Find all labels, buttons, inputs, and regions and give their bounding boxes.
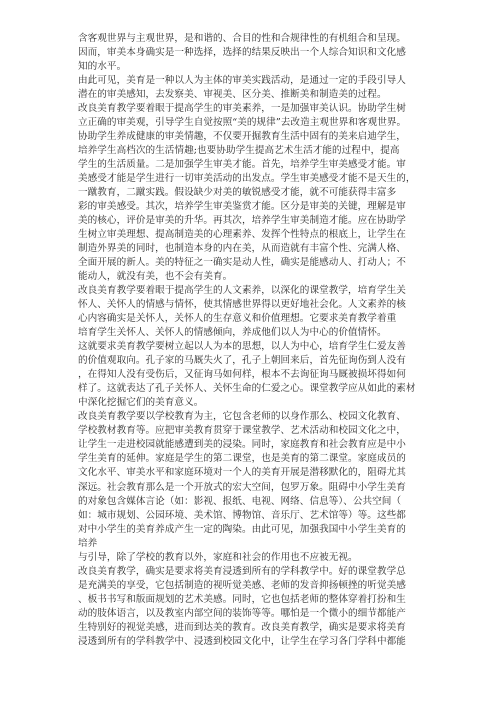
text-line: 怀人、关怀人的情感与情怀，使其情感世界得以更好地社会化。人文素养的核 [78, 299, 406, 311]
text-line: 这就要求美育教学要树立起以人为本的思想，以人为中心，培育学生仁爱友善 [78, 341, 406, 353]
text-line: 知的水平。 [78, 61, 127, 73]
text-line: 改良美育教学要着眼于提高学生的人文素养，以深化的课堂教学，培育学生关 [78, 285, 406, 297]
text-line: 样了。这就表达了孔子关怀人、关怀生命的仁爱之心。课堂教学应从如此的素材 [78, 383, 416, 395]
text-line: 彩的审美感受。其次，培养学生审美鉴赏才能。区分是审美的关键，理解是审 [78, 201, 406, 213]
text-line: 潜在的审美感知，去发察美、审视美、区分美、推断美和制造美的过程。 [78, 89, 387, 101]
text-line: 美感受才能是学生进行一切审美活动的出发点。学生审美感受才能不是天生的， [78, 173, 416, 185]
text-line: 是充满美的享受，它包括制造的视听觉美感、老师的发音抑扬顿挫的听觉美感 [78, 579, 406, 591]
text-line: 由此可见，美育是一种以人为主体的审美实践活动，是通过一定的手段引导人 [78, 75, 406, 87]
text-line: 培养 [78, 537, 98, 549]
text-line: 改良美育教学要着眼于提高学生的审美素养，一是加强审美认识。协助学生树 [78, 103, 406, 115]
text-line: 因而，审美本身确实是一种选择，选择的结果反映出一个人综合知识和文化感 [78, 47, 406, 59]
text-line: 改良美育教学，确实是要求将美育浸透到所有的学科教学中。好的课堂教学总 [78, 565, 406, 577]
text-line: 生特别好的视觉美感，进而到达美的教育。改良美育教学，确实是要求将美育 [78, 621, 406, 633]
text-line: 与引导，除了学校的教育以外，家庭和社会的作用也不应被无视。 [78, 551, 358, 563]
text-line: 协助学生养成健康的审美情趣，不仅要开掘教育生活中固有的美来启迪学生， [78, 131, 406, 143]
text-line: 一蹴教育，二蹴实践。假设缺少对美的敏锐感受才能，就不可能获得丰富多 [78, 187, 397, 199]
text-line: 深远。社会教育那么是一个开放式的宏大空间，包罗万象。阻碍中小学生美育 [78, 481, 406, 493]
text-line: 的价值观取向。孔子家的马厩失火了，孔子上朝回来后，首先征询伤到人没有 [78, 355, 406, 367]
text-line: 制造外界美的同时，也制造本身的内在美，从而造就有丰富个性、完满人格、 [78, 243, 406, 255]
text-line: 学校教材教育等。应把审美教育贯穿于课堂教学、艺术活动和校园文化之中， [78, 425, 406, 437]
text-line: 文化水平、审美水平和家庭环境对一个人的美育开展是潜移默化的，阻碍尤其 [78, 467, 406, 479]
text-line: 让学生一走进校园就能感遭到美的浸染。同时，家庭教育和社会教育应是中小 [78, 439, 406, 451]
text-line: 培养学生高档次的生活情趣;也要协助学生提高艺术生活才能的过程中，提高 [78, 145, 400, 157]
text-line: 如：城市规划、公园环境、美术馆、博物馆、音乐厅、艺术馆等）等。这些都 [78, 509, 406, 521]
text-line: 能动人，就没有美，也不会有美育。 [78, 271, 233, 283]
text-line: 学生的生活质量。二是加强学生审美才能。首先，培养学生审美感受才能。审 [78, 159, 406, 171]
text-line: 动的肢体语言，以及教室内部空间的装饰等等。哪怕是一个微小的细节都能产 [78, 607, 406, 619]
text-line: 立正确的审美观，引导学生自觉按照“美的规律”去改造主观世界和客观世界。 [78, 117, 407, 129]
text-line: 美的核心，评价是审美的升华。再其次，培养学生审美制造才能。应在协助学 [78, 215, 406, 227]
text-line: 学生美育的延伸。家庭是学生的第二课堂，也是美育的第二课堂。家庭成员的 [78, 453, 406, 465]
text-line: ，在得知人没有受伤后，又征询马如何样，根本不去询征询马厩被损坏得如何 [78, 369, 406, 381]
text-line: 生树立审美理想、提高制造美的心理素养、发挥个性特点的根底上，让学生在 [78, 229, 406, 241]
text-line: 心内容确实是关怀人，关怀人的生存意义和价值理想。它要求美育教学着重 [78, 313, 397, 325]
text-line: 对中小学生的美育养成产生一定的陶染。由此可见，加强我国中小学生美育的 [78, 523, 406, 535]
text-line: 、板书书写和版面规划的艺术美感。同时，它也包括老师的整体穿着打扮和生 [78, 593, 406, 605]
text-line: 浸透到所有的学科教学中、浸透到校园文化中，让学生在学习各门学科中都能 [78, 635, 406, 647]
text-line: 的对象包含媒体言论（如：影视、报纸、电视、网络、信息等）、公共空间（ [78, 495, 402, 507]
text-line: 培育学生关怀人、关怀人的情感倾向，养成他们以人为中心的价值情怀。 [78, 327, 387, 339]
text-line: 改良美育教学要以学校教育为主，它包含老师的以身作那么、校园文化教育、 [78, 411, 406, 423]
text-line: 全面开展的新人。美的特征之一确实是动人性，确实是能感动人、打动人；不 [78, 257, 406, 269]
document-body [78, 32, 440, 649]
text-line: 中深化挖掘它们的美育意义。 [78, 397, 204, 409]
text-line: 含客观世界与主观世界，是和谐的、合目的性和合规律性的有机组合和呈现。 [78, 33, 406, 44]
